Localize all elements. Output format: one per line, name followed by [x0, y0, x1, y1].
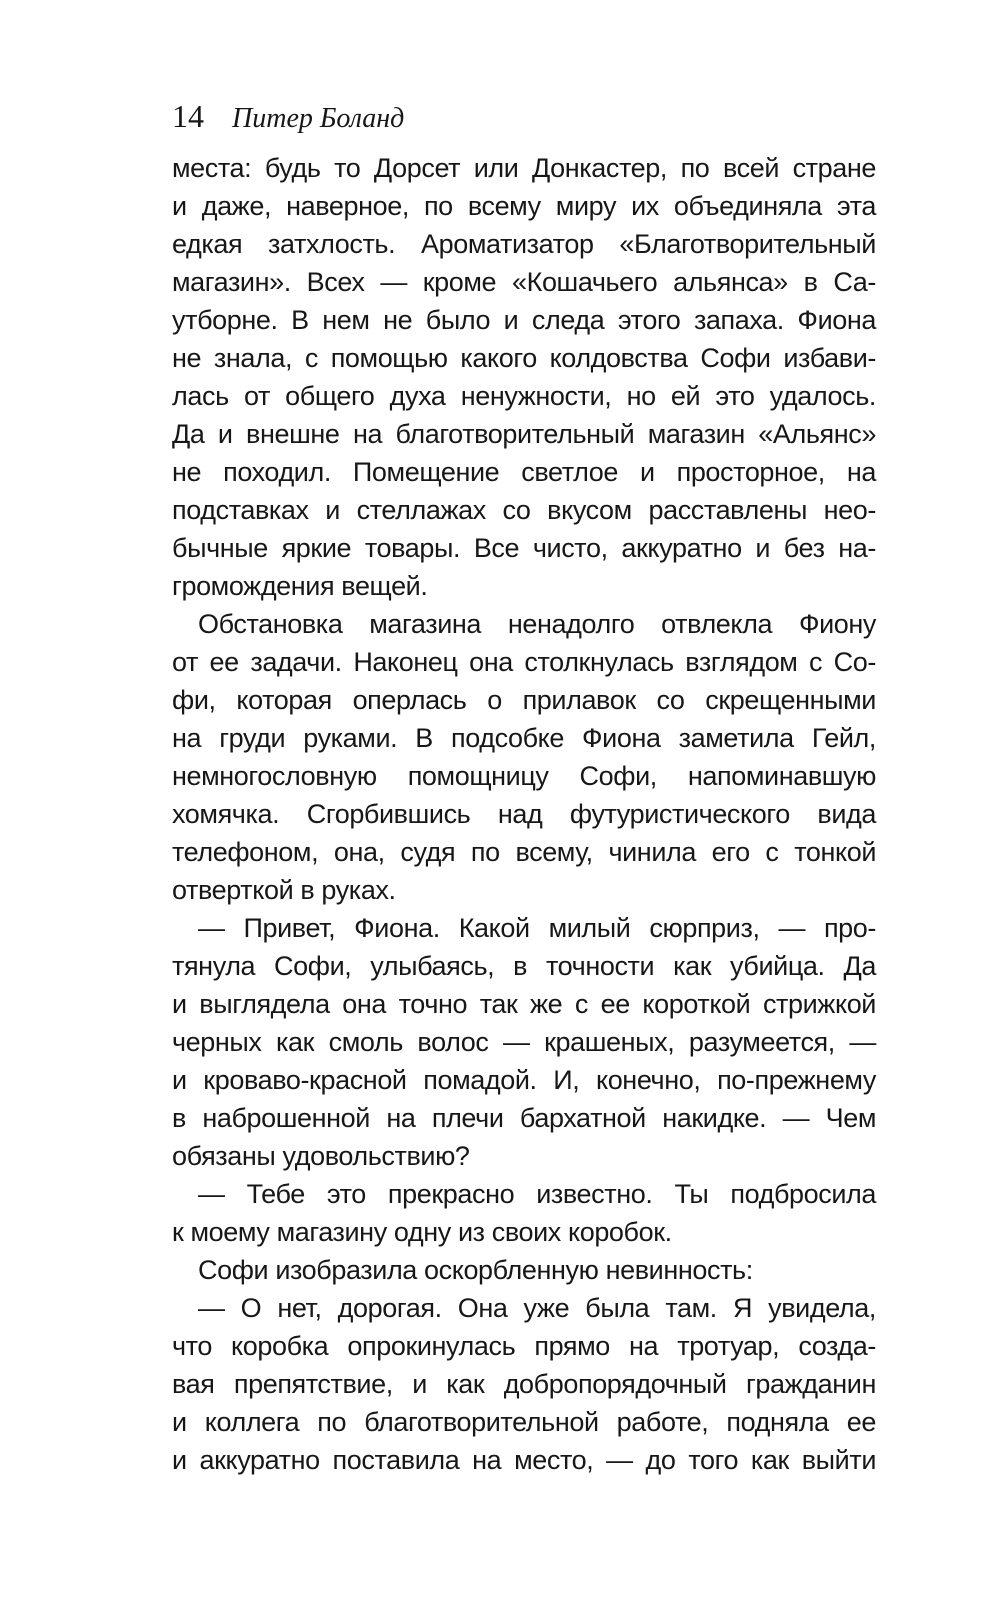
text-line: черных как смоль волос — крашеных, разумеется, — [172, 1027, 876, 1057]
text-line: Софи изобразила оскорбленную невинность: [198, 1255, 753, 1285]
text-line: отверткой в руках. [172, 875, 396, 905]
text-line: подставках и стеллажах со вкусом расставлены нео- [172, 495, 876, 525]
text-line: к моему магазину одну из своих коробок. [172, 1217, 672, 1247]
text-line: обязаны удовольствию? [172, 1141, 470, 1171]
text-line: фи, которая оперлась о прилавок со скрещенными [172, 685, 876, 715]
text-line: и даже, наверное, по всему миру их объединяла эта [172, 191, 876, 221]
text-line: хомячка. Сгорбившись над футуристического вида [172, 799, 876, 829]
running-head-author: Питер Боланд [232, 103, 405, 134]
text-line: утборне. В нем не было и следа этого запаха. Фиона [172, 305, 876, 335]
text-line: места: будь то Дорсет или Донкастер, по всей стране [172, 153, 876, 183]
text-line: немногословную помощницу Софи, напоминавшую [172, 761, 876, 791]
text-line: лась от общего духа ненужности, но ей это удалось. [172, 381, 876, 411]
text-line: и кроваво-красной помадой. И, конечно, по-прежнему [172, 1065, 876, 1095]
text-line: не походил. Помещение светлое и просторное, на [172, 457, 876, 487]
text-line: в наброшенной на плечи бархатной накидке. — Чем [172, 1103, 876, 1133]
text-line: Обстановка магазина ненадолго отвлекла Фиону [198, 609, 876, 639]
text-line: не знала, с помощью какого колдовства Софи избави- [172, 343, 876, 373]
text-line: едкая затхлость. Ароматизатор «Благотворительный [172, 229, 876, 259]
page-header [172, 100, 404, 133]
text-line: и коллега по благотворительной работе, подняла ее [172, 1407, 876, 1437]
text-line: Да и внешне на благотворительный магазин «Альянс» [172, 419, 876, 449]
text-line: громождения вещей. [172, 571, 428, 601]
text-line: — Привет, Фиона. Какой милый сюрприз, — про- [198, 913, 876, 943]
text-line: бычные яркие товары. Все чисто, аккуратно и без на- [172, 533, 876, 563]
text-line: и выглядела она точно так же с ее короткой стрижкой [172, 989, 876, 1019]
text-line: вая препятствие, и как добропорядочный гражданин [172, 1369, 876, 1399]
text-line: — Тебе это прекрасно известно. Ты подбросила [198, 1179, 876, 1209]
text-line: что коробка опрокинулась прямо на тротуар, созда- [172, 1331, 876, 1361]
text-line: — О нет, дорогая. Она уже была там. Я увидела, [198, 1293, 876, 1323]
text-line: телефоном, она, судя по всему, чинила его с тонкой [172, 837, 876, 867]
text-line: и аккуратно поставила на место, — до того как выйти [172, 1445, 876, 1475]
text-line: магазин». Всех — кроме «Кошачьего альянса» в Са- [172, 267, 876, 297]
text-line: на груди руками. В подсобке Фиона заметила Гейл, [172, 723, 876, 753]
page-number: 14 [172, 98, 204, 134]
text-line: от ее задачи. Наконец она столкнулась взглядом с Со- [172, 647, 876, 677]
body-text [172, 149, 876, 1479]
text-line: тянула Софи, улыбаясь, в точности как убийца. Да [172, 951, 876, 981]
